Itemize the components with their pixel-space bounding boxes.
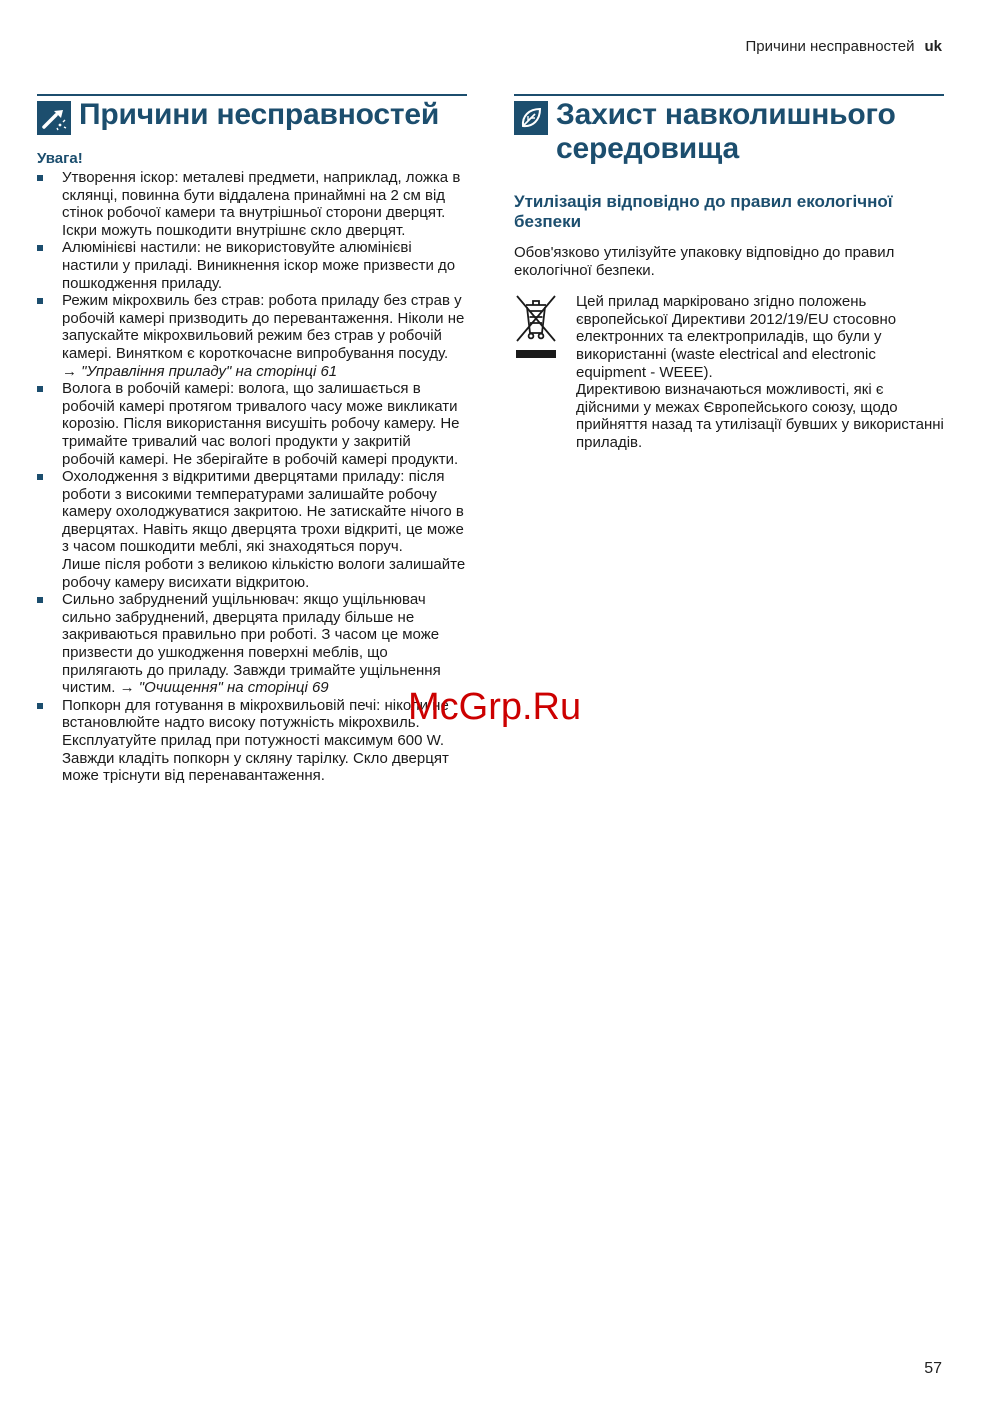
warning-list bbox=[37, 169, 467, 785]
warning-item-text: Сильно забруднений ущільнювач: якщо ущільнювач сильно забруднений, дверцята приладу більше не закриваються правильно при роботі. З часом це може призвести до ушкодження поверхні меблів, що прилягають до приладу. Завжди тримайте ущільнення чистим. bbox=[62, 591, 441, 697]
watermark: McGrp.Ru bbox=[408, 686, 582, 728]
wrench-icon bbox=[37, 101, 71, 135]
warning-item bbox=[37, 169, 467, 239]
weee-directive-text: Цей прилад маркіровано згідно положень європейської Директиви 2012/19/EU стосовно електронних та електроприладів, що були у використанні (waste electrical and electronic equipment - WEEE). bbox=[576, 293, 897, 381]
weee-scope-text: Директивою визначаються можливості, які є дійсними у межах Європейського союзу, щодо прийняття назад та утилізації бувших у використанні приладів. bbox=[576, 381, 944, 451]
environment-title: Захист навколишнього середовища bbox=[556, 98, 896, 165]
left-column bbox=[37, 94, 467, 785]
arrow-right-icon: → bbox=[62, 362, 77, 380]
arrow-right-icon: → bbox=[119, 679, 135, 697]
warning-label: Увага! bbox=[37, 150, 83, 167]
disposal-subtitle: Утилізація відповідно до правил екологічної безпеки bbox=[514, 192, 893, 231]
bullet-square-icon bbox=[37, 245, 43, 251]
bullet-square-icon bbox=[37, 298, 43, 304]
warning-item-text: Режим мікрохвиль без страв: робота приладу без страв у робочій камері призводить до перевантаження. Ніколи не запускайте мікрохвильовий режим без страв у робочій камері. Винятком є короткочасне випробування посуду. bbox=[62, 292, 465, 362]
leaf-icon bbox=[514, 101, 548, 135]
weee-block bbox=[514, 293, 944, 451]
crossed-out-bin-icon bbox=[514, 293, 558, 363]
troubleshooting-section-heading bbox=[37, 94, 467, 132]
warning-item-extra-text: Лише після роботи з великою кількістю вологи залишайте робочу камеру висихати відкритою. bbox=[62, 556, 466, 591]
page-number: 57 bbox=[924, 1360, 942, 1377]
warning-item-text: Алюмінієві настили: не використовуйте алюмінієві настили у приладі. Виникнення іскор може призвести до пошкодження приладу. bbox=[62, 239, 456, 292]
bullet-square-icon bbox=[37, 703, 43, 709]
bullet-square-icon bbox=[37, 474, 43, 480]
disposal-intro: Обов'язково утилізуйте упаковку відповідно до правил екологічної безпеки. bbox=[514, 244, 895, 279]
bullet-square-icon bbox=[37, 175, 43, 181]
warning-item bbox=[37, 697, 467, 785]
warning-item bbox=[37, 591, 467, 697]
cross-reference-link[interactable]: "Управління приладу" на сторінці 61 bbox=[81, 362, 338, 380]
warning-item-text: Утворення іскор: металеві предмети, наприклад, ложка в склянці, повинна бути віддалена принаймні на 2 см від стінок робочої камери та внутрішньої сторони дверцят. Іскри можуть пошкодити внутрішнє скло дверцят. bbox=[62, 169, 461, 239]
warning-item bbox=[37, 380, 467, 468]
warning-item bbox=[37, 468, 467, 591]
warning-item bbox=[37, 239, 467, 292]
environment-section-heading bbox=[514, 94, 944, 166]
warning-item bbox=[37, 292, 467, 380]
bullet-square-icon bbox=[37, 597, 43, 603]
troubleshooting-title: Причини несправностей bbox=[79, 98, 440, 131]
warning-item-text: Вологa в робочій камері: волога, що залишається в робочій камері протягом тривалого часу може викликати корозію. Після використання висушіть робочу камеру. Не тримайте тривалий час вологі продукти у закритій робочій камері. Не зберігайте в робочій камері продукти. bbox=[62, 380, 460, 468]
running-header bbox=[746, 38, 943, 55]
warning-item-text: Охолодження з відкритими дверцятами приладу: після роботи з високими температурами залишайте робочу камеру охолоджуватися закритою. Не затискайте нічого в дверцятах. Навіть якщо дверцята трохи відкриті, це може з часом пошкодити меблі, які знаходяться поруч. bbox=[62, 468, 464, 556]
bullet-square-icon bbox=[37, 386, 43, 392]
header-language-code: uk bbox=[924, 38, 942, 55]
warning-item-text: Попкорн для готування в мікрохвильовій печі: ніколи не встановлюйте надто високу потужність мікрохвиль. Експлуатуйте прилад при потужності максимум 600 W. Завжди кладіть попкорн у скляну тарілку. Скло дверцят може тріснути від перенавантаження. bbox=[62, 696, 449, 785]
header-section-title: Причини несправностей bbox=[745, 38, 915, 55]
right-column bbox=[514, 94, 944, 452]
cross-reference-link[interactable]: "Очищення" на сторінці 69 bbox=[138, 679, 329, 697]
